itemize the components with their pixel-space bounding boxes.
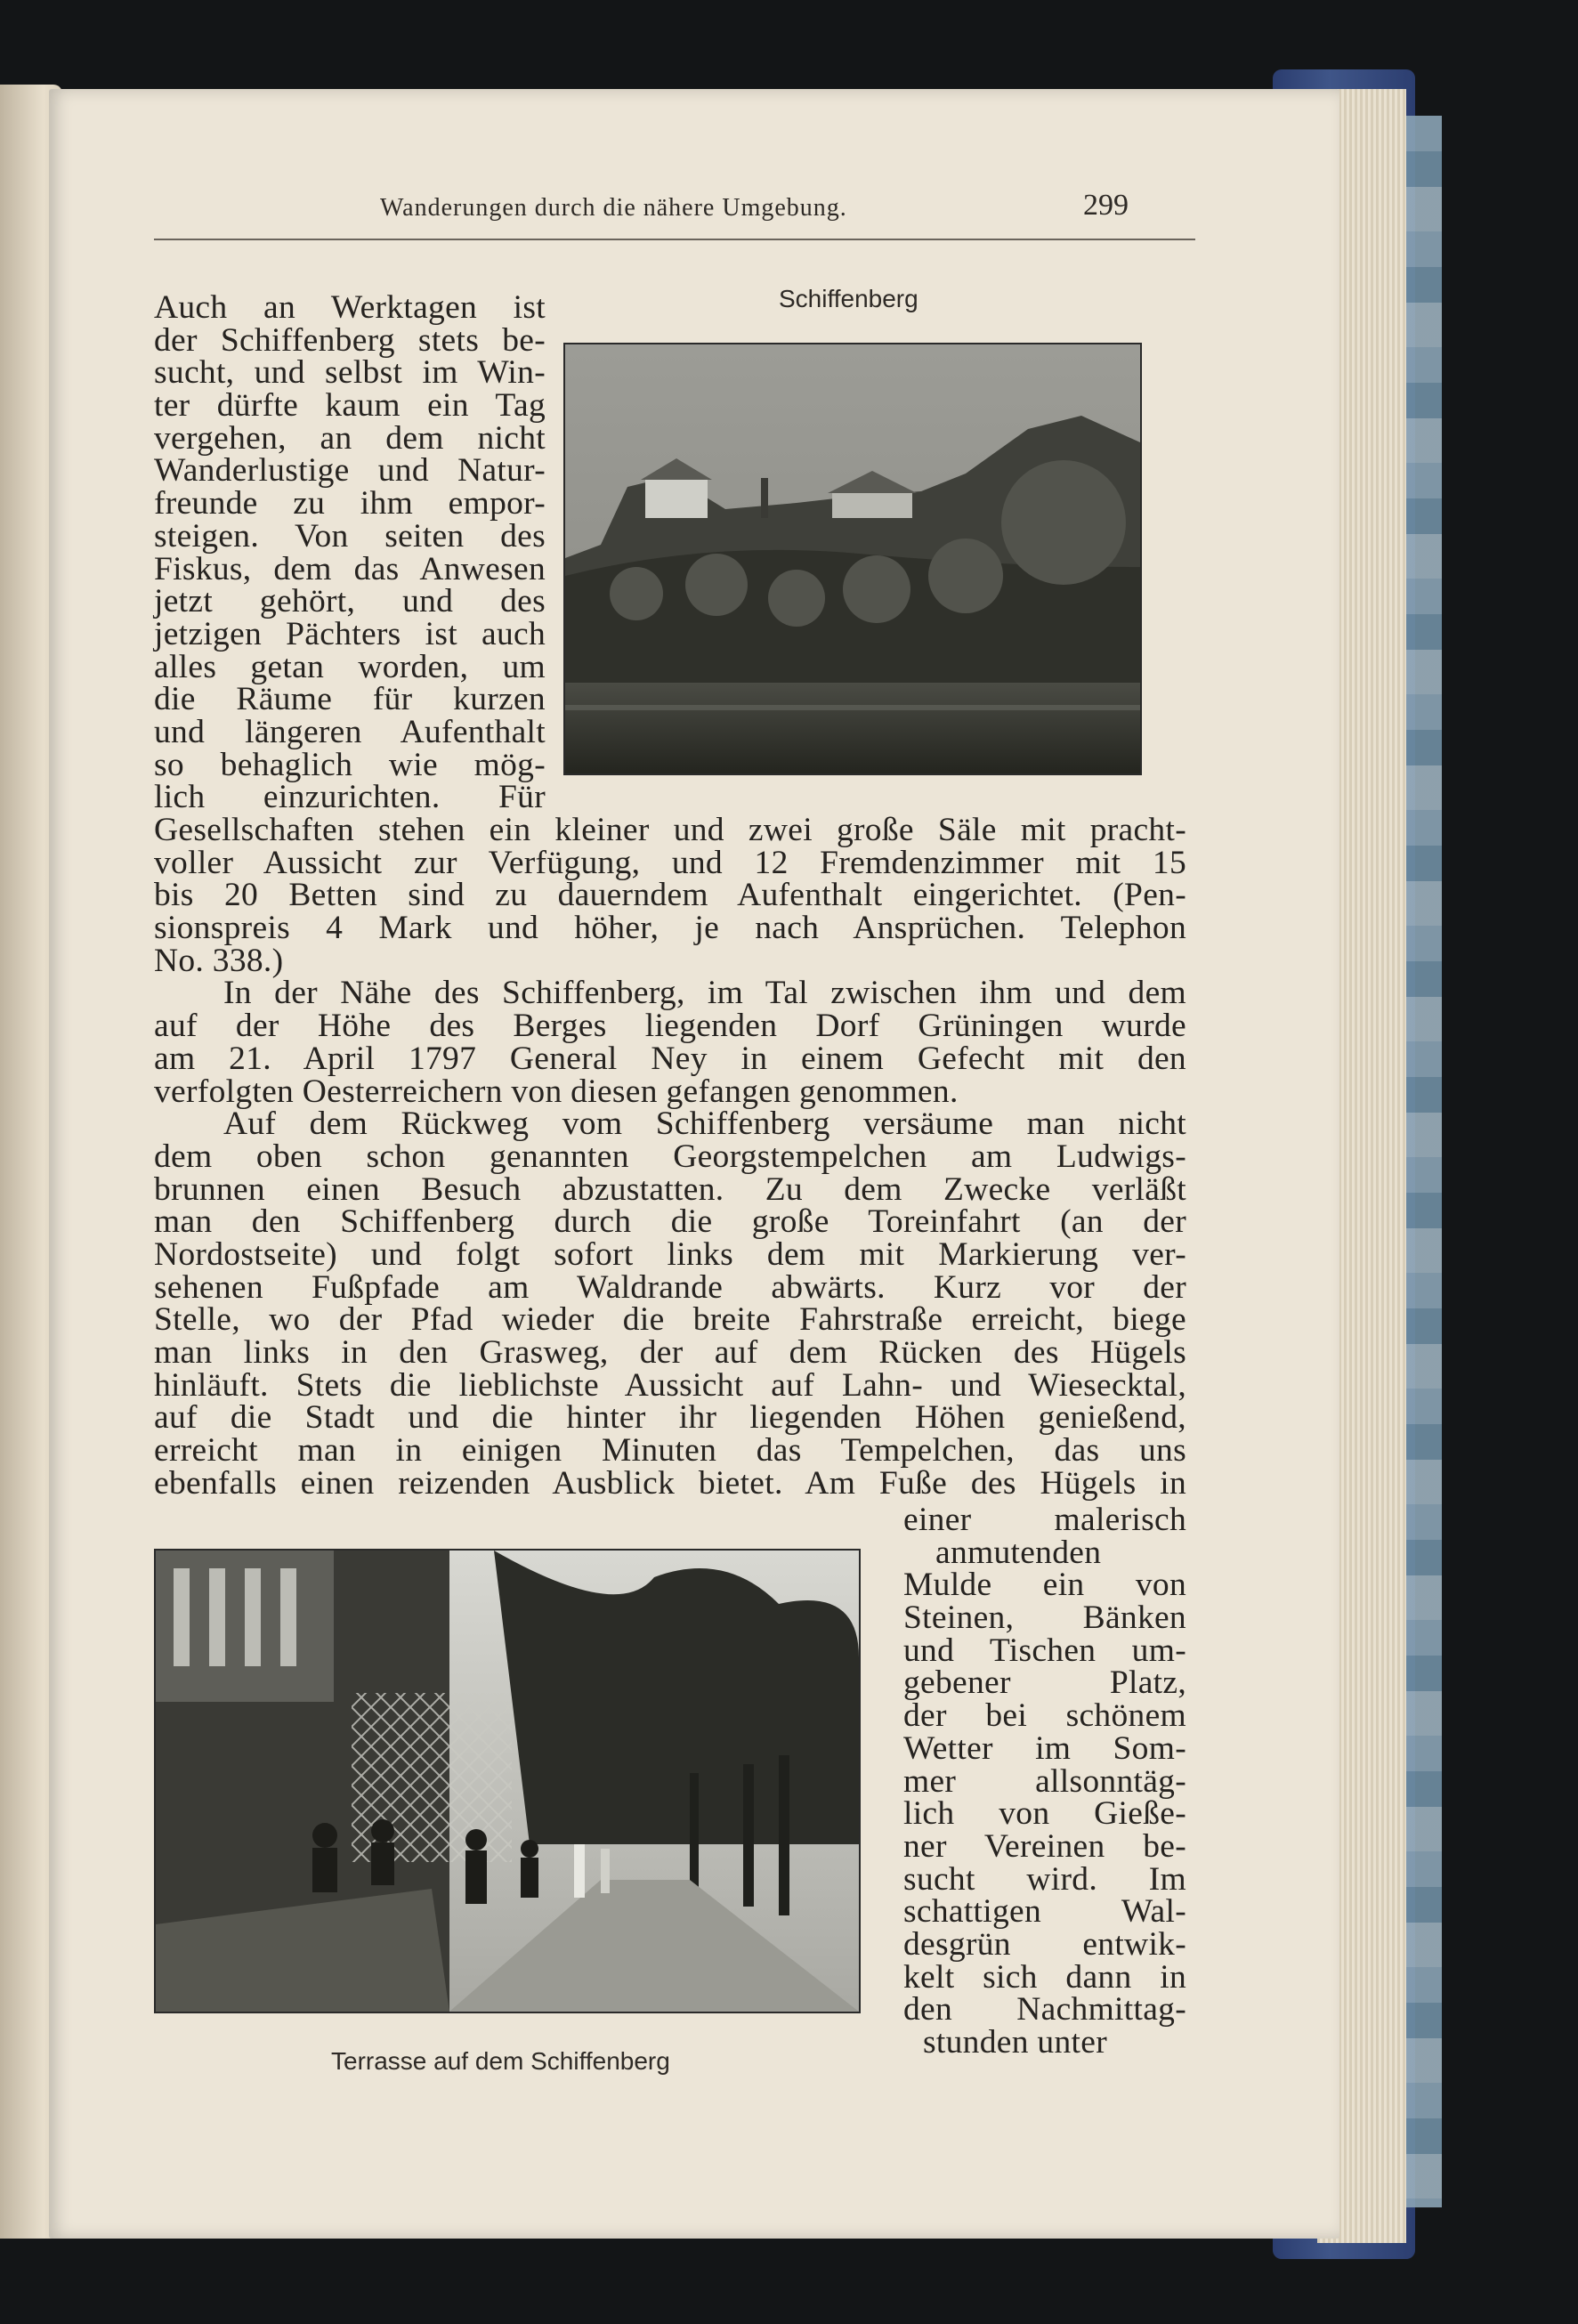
text-line: sucht wird. Im: [903, 1860, 1186, 1898]
text-line: die Räume für kurzen: [154, 681, 546, 718]
schiffenberg-photo: [563, 343, 1142, 775]
text-line: Auf dem Rückweg vom Schiffenberg versäume man nicht: [223, 1105, 1186, 1143]
text-line: Wetter im Som-: [903, 1729, 1186, 1767]
text-line: anmutenden: [935, 1534, 1102, 1571]
text-line: erreicht man in einigen Minuten das Tempelchen, das uns: [154, 1432, 1186, 1470]
text-line: man den Schiffenberg durch die große Toreinfahrt (an der: [154, 1203, 1186, 1241]
text-line: bis 20 Betten sind zu dauerndem Aufenthalt eingerichtet. (Pen-: [154, 877, 1186, 914]
text-line: verfolgten Oesterreichern von diesen gefangen genommen.: [154, 1073, 959, 1110]
header-rule: [154, 239, 1195, 240]
text-line: Steinen, Bänken: [903, 1599, 1186, 1637]
schiffenberg-photo-illustration: [565, 344, 1140, 773]
text-line: Mulde ein von: [903, 1567, 1186, 1604]
top-figure-caption: Schiffenberg: [779, 285, 918, 312]
text-line: dem oben schon genannten Georgstempelchen am Ludwigs-: [154, 1138, 1186, 1175]
text-line: der bei schönem: [903, 1697, 1186, 1735]
text-line: Auch an Werktagen ist: [154, 289, 546, 326]
text-line: lich einzurichten. Für: [154, 779, 546, 816]
text-line: jetzigen Pächters ist auch: [154, 615, 546, 652]
text-line: und Tischen um-: [903, 1632, 1186, 1669]
terrace-photo-illustration: [156, 1551, 859, 2012]
text-line: sucht, und selbst im Win-: [154, 354, 546, 392]
text-line: schattigen Wal-: [903, 1893, 1186, 1931]
text-line: ner Vereinen be-: [903, 1827, 1186, 1865]
text-line: und längeren Aufenthalt: [154, 713, 546, 750]
text-line: desgrün entwik-: [903, 1925, 1186, 1963]
text-line: freunde zu ihm empor-: [154, 485, 546, 522]
text-line: stunden unter: [923, 2024, 1107, 2061]
text-line: gebener Platz,: [903, 1664, 1186, 1702]
text-line: Nordostseite) und folgt sofort links dem mit Markierung ver-: [154, 1235, 1186, 1273]
text-line: Wanderlustige und Natur-: [154, 452, 546, 490]
text-line: sionspreis 4 Mark und höher, je nach Ansprüchen. Telephon: [154, 910, 1186, 947]
text-line: lich von Gieße-: [903, 1795, 1186, 1833]
text-line: Gesellschaften stehen ein kleiner und zwei große Säle mit pracht-: [154, 812, 1186, 848]
text-line: sehenen Fußpfade am Waldrande abwärts. Kurz vor der: [154, 1268, 1186, 1306]
text-line: steigen. Von seiten des: [154, 517, 546, 555]
text-line: Fiskus, dem das Anwesen: [154, 550, 546, 587]
page-number: 299: [1083, 189, 1129, 222]
right-text-column: [903, 1504, 1186, 2060]
text-line: am 21. April 1797 General Ney in einem Gefecht mit den: [154, 1040, 1186, 1077]
text-line: In der Nähe des Schiffenberg, im Tal zwischen ihm und dem: [223, 975, 1186, 1012]
text-line: auf der Höhe des Berges liegenden Dorf Grüningen wurde: [154, 1008, 1186, 1045]
text-line: No. 338.): [154, 942, 284, 979]
bottom-figure-caption: Terrasse auf dem Schiffenberg: [331, 2047, 670, 2075]
text-line: brunnen einen Besuch abzustatten. Zu dem Zwecke verläßt: [154, 1170, 1186, 1208]
narrow-text-column: [154, 289, 546, 816]
text-line: vergehen, an dem nicht: [154, 419, 546, 457]
text-line: voller Aussicht zur Verfügung, und 12 Fremdenzimmer mit 15: [154, 844, 1186, 881]
text-line: der Schiffenberg stets be-: [154, 321, 546, 359]
text-line: jetzt gehört, und des: [154, 583, 546, 620]
text-line: auf die Stadt und die hinter ihr liegenden Höhen genießend,: [154, 1399, 1186, 1437]
text-line: kelt sich dann in: [903, 1958, 1186, 1996]
full-text-column: [154, 814, 1186, 1500]
text-line: ebenfalls einen reizenden Ausblick bietet. Am Fuße des Hügels in: [154, 1464, 1186, 1502]
text-line: ter dürfte kaum ein Tag: [154, 387, 546, 425]
running-title: Wanderungen durch die nähere Umgebung.: [380, 194, 847, 222]
text-line: so behaglich wie mög-: [154, 746, 546, 783]
text-line: man links in den Grasweg, der auf dem Rücken des Hügels: [154, 1334, 1186, 1371]
terrace-photo: [154, 1549, 861, 2013]
book-page: [49, 89, 1339, 2239]
text-line: hinläuft. Stets die lieblichste Aussicht auf Lahn- und Wiesecktal,: [154, 1366, 1186, 1404]
text-line: alles getan worden, um: [154, 648, 546, 685]
text-line: den Nachmittag-: [903, 1991, 1186, 2028]
text-line: Stelle, wo der Pfad wieder die breite Fahrstraße erreicht, biege: [154, 1301, 1186, 1339]
text-line: einer malerisch: [903, 1502, 1186, 1538]
text-line: mer allsonntäg-: [903, 1762, 1186, 1800]
